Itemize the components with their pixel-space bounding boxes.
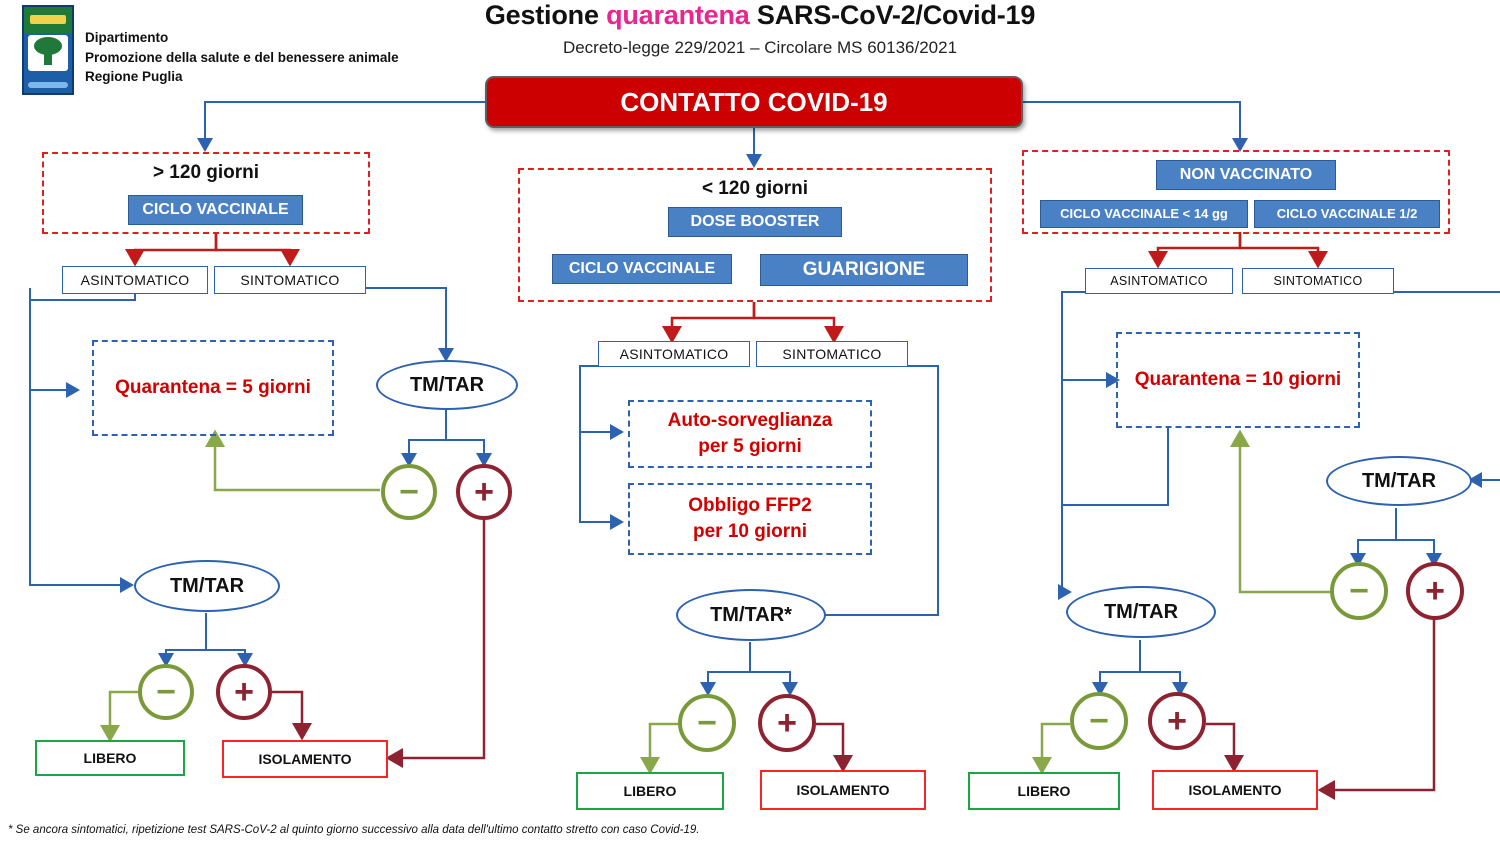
title-highlight: quarantena	[606, 0, 750, 30]
label-over-120-days: > 120 giorni	[152, 162, 260, 183]
badge-dose-booster[interactable]: DOSE BOOSTER	[668, 207, 842, 237]
left-sintomatico[interactable]: SINTOMATICO	[214, 266, 366, 294]
left-outcome-libero[interactable]: LIBERO	[35, 740, 185, 776]
badge-ciclo-vaccinale-14gg[interactable]: CICLO VACCINALE < 14 gg	[1040, 200, 1248, 228]
left-test-bottom[interactable]: TM/TAR	[134, 560, 280, 612]
center-test-negative[interactable]: −	[678, 694, 736, 752]
dept-line-2: Promozione della salute e del benessere animale	[85, 49, 399, 65]
left-outcome-isolamento[interactable]: ISOLAMENTO	[222, 740, 388, 778]
center-sintomatico[interactable]: SINTOMATICO	[756, 341, 908, 367]
left-test-top-positive[interactable]: +	[456, 464, 512, 520]
right-asintomatico[interactable]: ASINTOMATICO	[1085, 268, 1233, 294]
center-ffp2-box	[628, 483, 872, 555]
root-node-contatto-covid[interactable]: CONTATTO COVID-19	[485, 76, 1023, 128]
left-quarantena-box: Quarantena = 5 giorni	[92, 340, 334, 436]
center-autosorveglianza-box	[628, 400, 872, 468]
center-test[interactable]: TM/TAR*	[676, 589, 826, 641]
ffp2-line-1: Obbligo FFP2	[688, 495, 812, 517]
dept-line-1: Dipartimento	[85, 30, 169, 45]
left-test-bottom-positive[interactable]: +	[216, 664, 272, 720]
page-title	[430, 0, 1090, 31]
right-test-upper-negative[interactable]: −	[1330, 562, 1388, 620]
badge-ciclo-vaccinale-1-2[interactable]: CICLO VACCINALE 1/2	[1254, 200, 1440, 228]
right-outcome-isolamento[interactable]: ISOLAMENTO	[1152, 770, 1318, 810]
footnote: * Se ancora sintomatici, ripetizione test SARS-CoV-2 al quinto giorno successivo alla data dell'ultimo contatto stretto con caso Covid-19.	[8, 824, 700, 836]
right-test-lower-positive[interactable]: +	[1148, 692, 1206, 750]
title-part-1: Gestione	[484, 0, 607, 30]
right-outcome-libero[interactable]: LIBERO	[968, 772, 1120, 810]
autosorv-line-2: per 5 giorni	[698, 436, 802, 457]
left-test-bottom-negative[interactable]: −	[138, 664, 194, 720]
right-test-lower-negative[interactable]: −	[1070, 692, 1128, 750]
title-part-2: SARS-CoV-2/Covid-19	[749, 0, 1036, 30]
right-sintomatico[interactable]: SINTOMATICO	[1242, 268, 1394, 294]
right-test-upper-positive[interactable]: +	[1406, 562, 1464, 620]
center-outcome-libero[interactable]: LIBERO	[576, 772, 724, 810]
dept-line-3: Regione Puglia	[85, 69, 183, 85]
center-test-positive[interactable]: +	[758, 694, 816, 752]
left-asintomatico[interactable]: ASINTOMATICO	[62, 266, 208, 294]
label-under-120-days: < 120 giorni	[701, 178, 809, 199]
badge-ciclo-vaccinale-left[interactable]: CICLO VACCINALE	[128, 195, 303, 225]
page-subtitle: Decreto-legge 229/2021 – Circolare MS 60136/2021	[562, 38, 958, 57]
left-test-top[interactable]: TM/TAR	[376, 360, 518, 410]
right-test-upper[interactable]: TM/TAR	[1326, 456, 1472, 506]
left-test-top-negative[interactable]: −	[381, 464, 437, 520]
ffp2-line-2: per 10 giorni	[692, 521, 808, 542]
badge-ciclo-vaccinale-center[interactable]: CICLO VACCINALE	[552, 254, 732, 284]
right-test-lower[interactable]: TM/TAR	[1066, 586, 1216, 638]
autosorv-line-1: Auto-sorveglianza	[667, 410, 833, 432]
center-outcome-isolamento[interactable]: ISOLAMENTO	[760, 770, 926, 810]
badge-guarigione[interactable]: GUARIGIONE	[760, 254, 968, 286]
badge-non-vaccinato[interactable]: NON VACCINATO	[1156, 160, 1336, 190]
right-quarantena-box: Quarantena = 10 giorni	[1116, 332, 1360, 428]
regione-puglia-crest-icon	[22, 5, 74, 95]
center-asintomatico[interactable]: ASINTOMATICO	[598, 341, 750, 367]
